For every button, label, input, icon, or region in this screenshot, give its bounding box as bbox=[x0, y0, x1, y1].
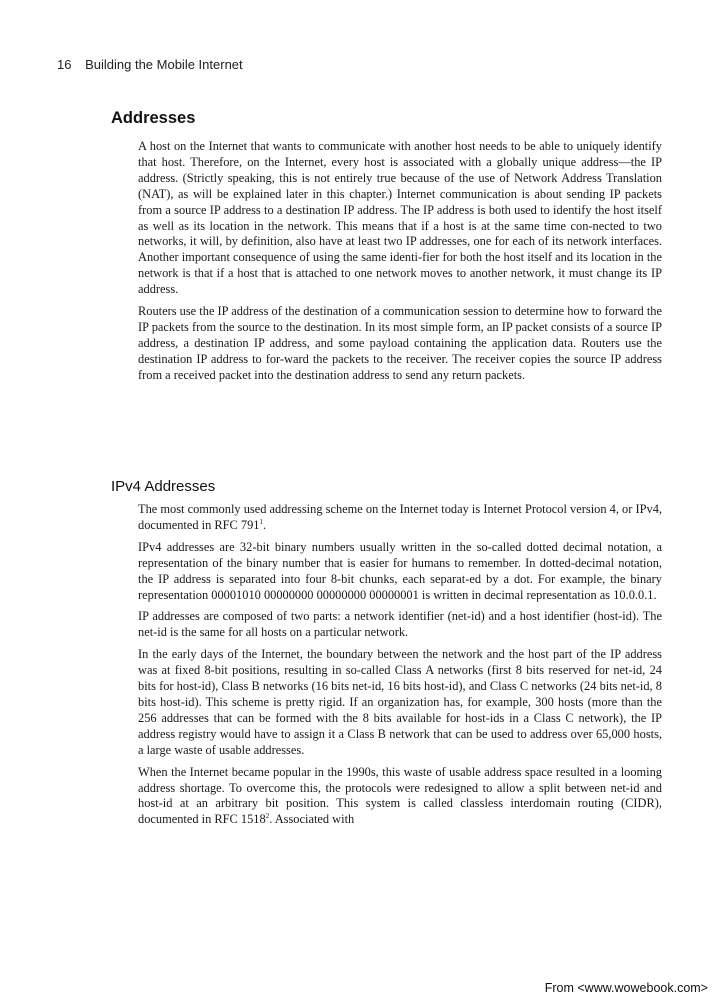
addresses-paragraph-2: Routers use the IP address of the destination of a communication session to determine how to forward the IP packets from the source to the destination. In its most simple form, an IP packet consists of a source IP address, a destination IP address, and some payload containing the application data. Routers use the destination IP address to for-ward the packets to the receiver. The receiver copies the source IP address from a received packet into the destination address to send any return packets. bbox=[138, 304, 662, 382]
book-title: Building the Mobile Internet bbox=[85, 57, 243, 72]
page-number: 16 bbox=[57, 57, 72, 72]
ipv4-paragraph-3: IP addresses are composed of two parts: a network identifier (net-id) and a host identifier (host-id). The net-id is the same for all hosts on a particular network. bbox=[138, 609, 662, 640]
addresses-body bbox=[138, 139, 662, 390]
ipv4-body bbox=[138, 502, 662, 834]
addresses-paragraph-1: A host on the Internet that wants to communicate with another host needs to be able to uniquely identify that host. Therefore, on the Internet, every host is associated with a globally unique address—the IP address. (Strictly speaking, this is not entirely true because of the use of Network Address Translation (NAT), as will be explained later in this chapter.) Internet communication is about sending IP packets from a source IP address to a destination IP address. The IP address is both used to identify the host itself as well as its location in the network. This means that if a host is at the same time con-nected to two networks, it will, by definition, also have at least two IP addresses, one for each of its network interfaces. Another important consequence of using the same identi-fier for both the host itself and its location in the network is that if a host that is attached to one network moves to another network, it must change its IP address. bbox=[138, 139, 662, 297]
running-header bbox=[57, 57, 243, 72]
ipv4-paragraph-1-end: . bbox=[263, 517, 267, 532]
footnote-ref-2: 2 bbox=[265, 812, 270, 821]
section-heading-addresses: Addresses bbox=[111, 109, 196, 127]
ipv4-paragraph-2: IPv4 addresses are 32-bit binary numbers usually written in the so-called dotted decimal notation, a representation of the binary number that is easier for humans to remember. In dotted-decimal notation, the IP address is separated into four 8-bit chunks, each separat-ed by a dot. For example, the binary representation 00001010 00000000 00000000 00000001 is written in decimal representation as 10.0.0.1. bbox=[138, 539, 662, 602]
source-footer: From <www.wowebook.com> bbox=[544, 981, 708, 995]
footnote-ref-1: 1 bbox=[259, 517, 263, 526]
ipv4-paragraph-5-text: When the Internet became popular in the 1990s, this waste of usable address space resulted in a looming address shortage. To overcome this, the protocols were redesigned to allow a split between net-id and host-id at an arbitrary bit position. This system is called classless interdomain routing (CIDR), documented in RFC 1518 bbox=[138, 764, 662, 827]
section-heading-ipv4: IPv4 Addresses bbox=[111, 478, 216, 495]
ipv4-paragraph-5 bbox=[138, 765, 662, 829]
ipv4-paragraph-1-text: The most commonly used addressing scheme on the Internet today is Internet Protocol version 4, or IPv4, documented in RFC 791 bbox=[138, 502, 662, 532]
ipv4-paragraph-1 bbox=[138, 502, 662, 534]
ipv4-paragraph-5-end: . Associated with bbox=[269, 812, 355, 827]
ipv4-paragraph-4: In the early days of the Internet, the boundary between the network and the host part of the IP address was at fixed 8-bit positions, resulting in so-called Class A networks (first 8 bits reserved for net-id, 24 bits for host-id), Class B networks (16 bits net-id, 16 bits host-id), and Class C networks (24 bits net-id, 8 bits host-id). This scheme is pretty rigid. If an organization has, for example, 300 hosts (more than the 256 addresses that can be formed with the 8 bits available for host-ids in a Class C network), the IP address registry would have to assign it a Class B network that can be used to address over 65,000 hosts, a large waste of usable addresses. bbox=[138, 647, 662, 757]
